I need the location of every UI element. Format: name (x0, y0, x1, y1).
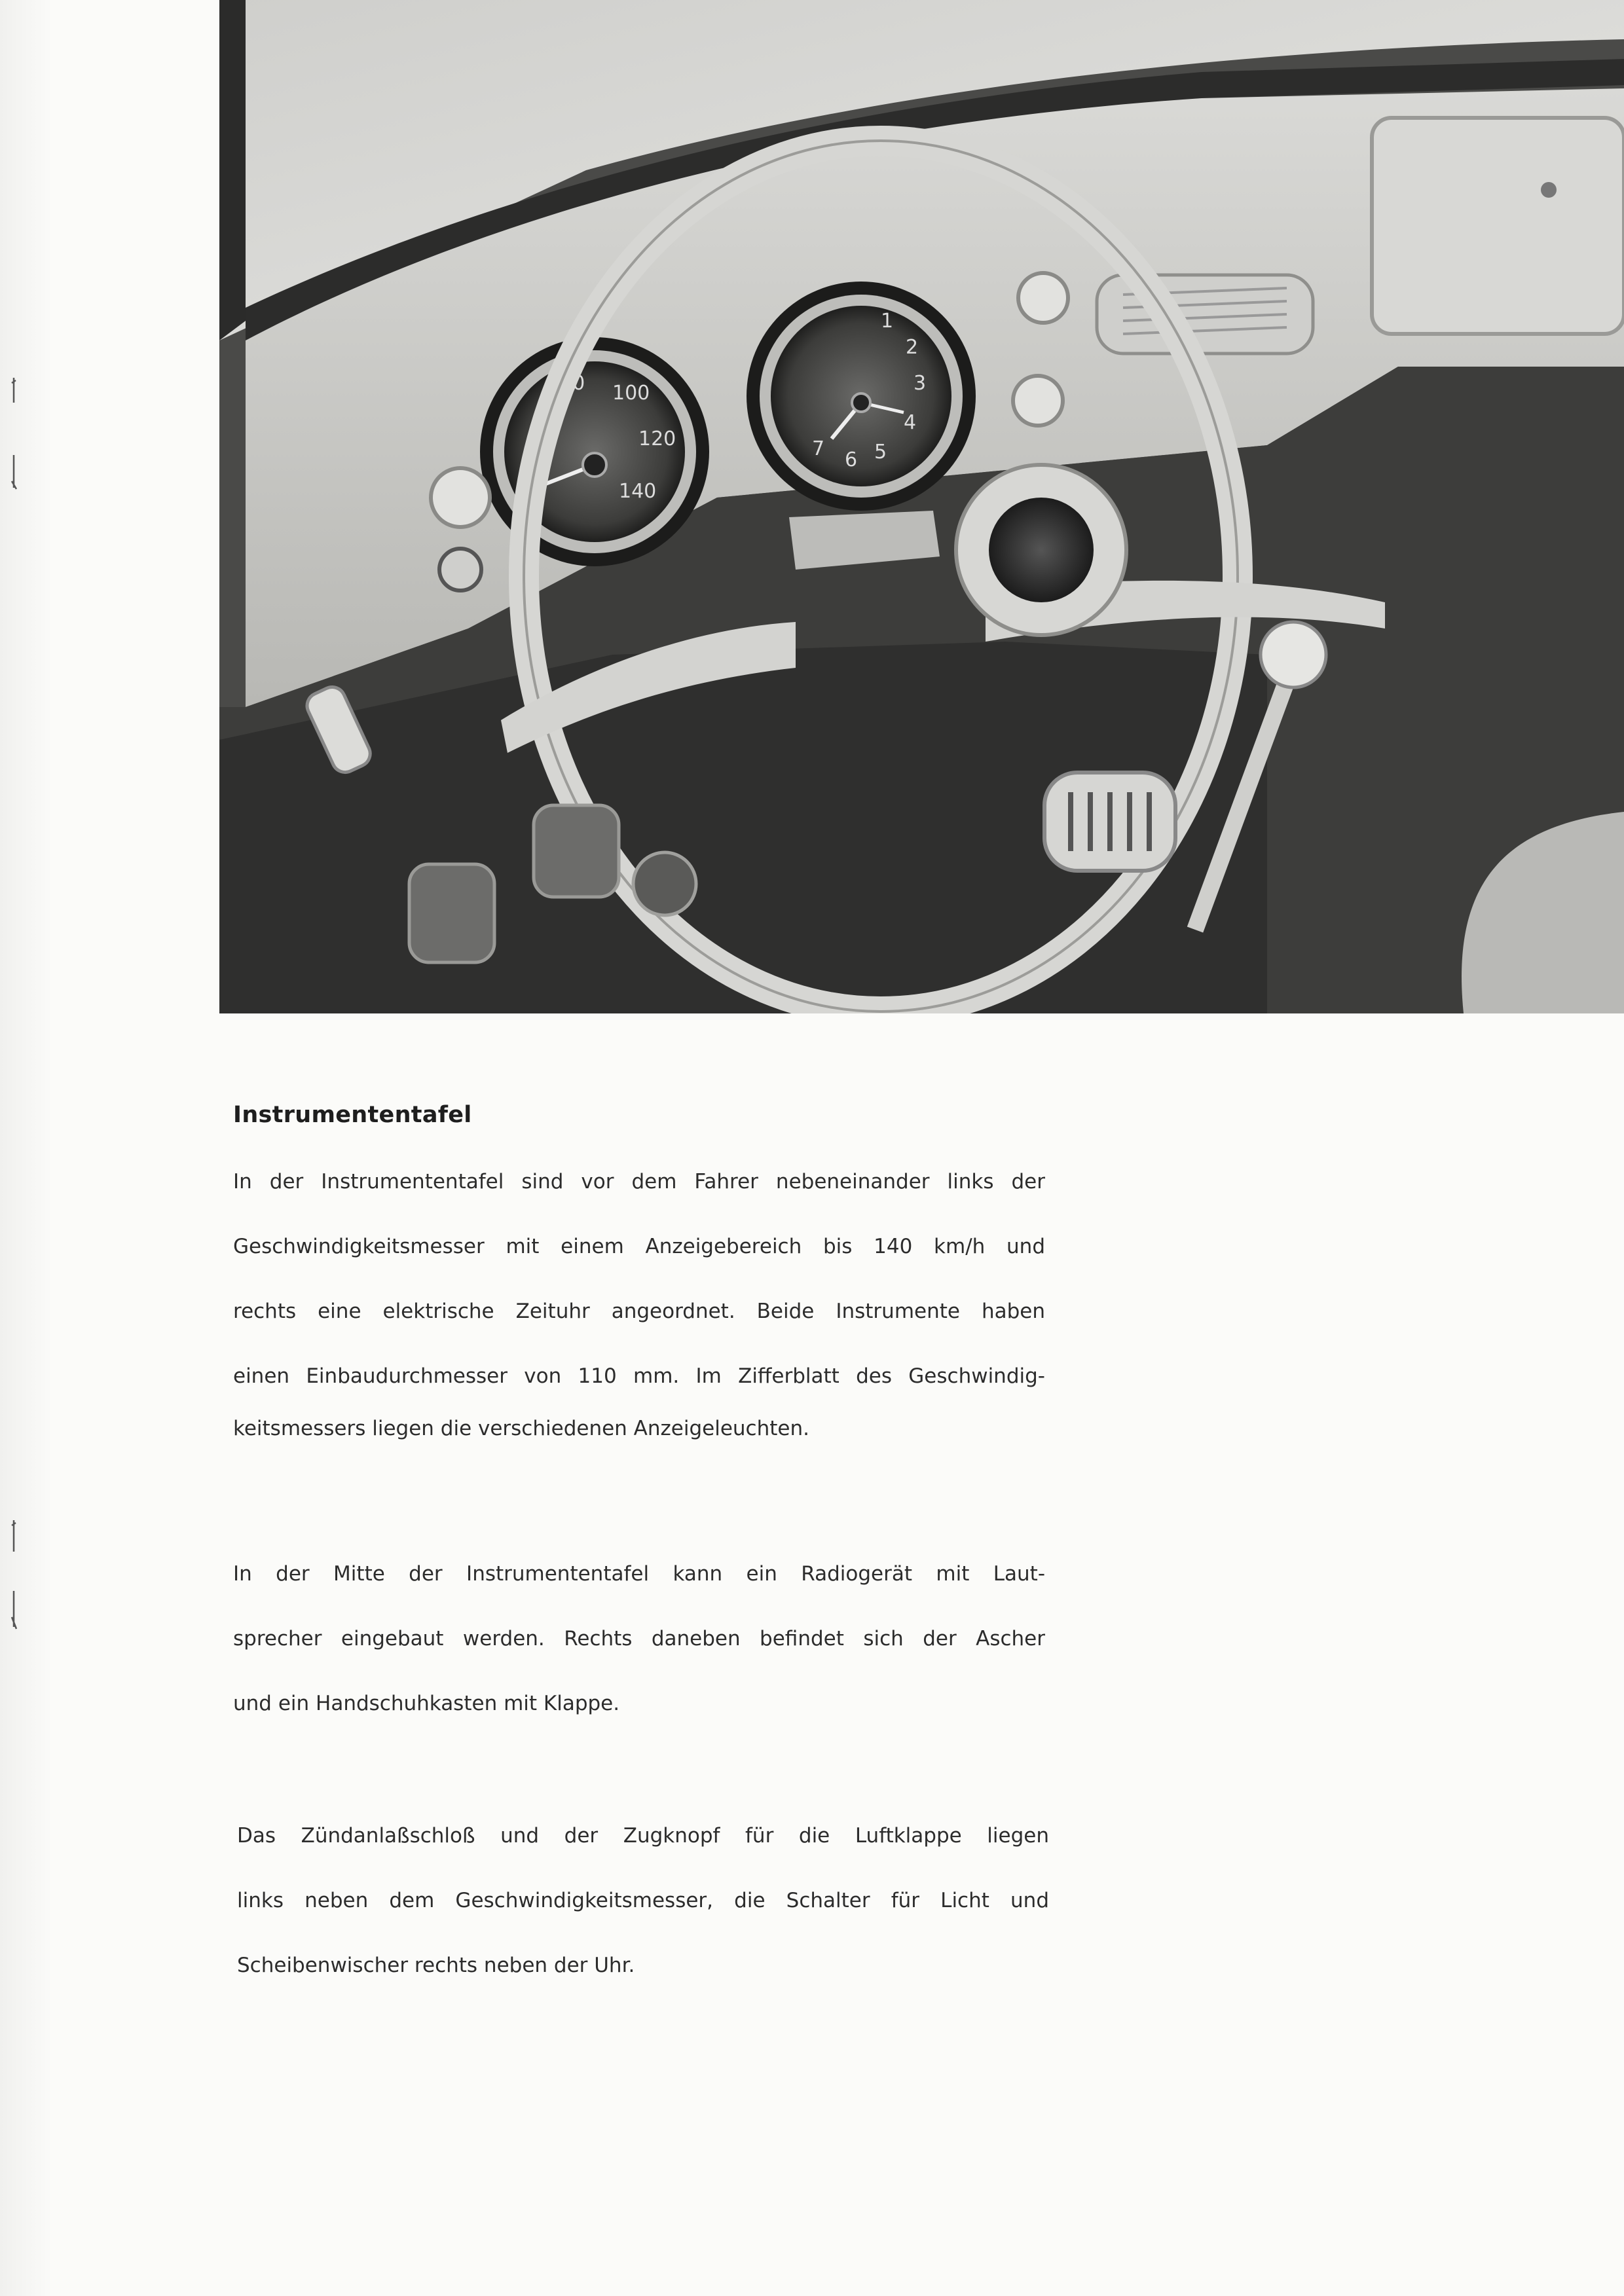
dashboard-illustration (219, 0, 1624, 1013)
paragraph-3-line-2: links neben dem Geschwindigkeitsmesser, die Schalter für Licht und (237, 1889, 1049, 1912)
clock-numeral-3: 3 (913, 372, 927, 395)
clock-numeral-2: 2 (906, 336, 919, 359)
clock-numeral-7: 7 (812, 437, 825, 460)
paragraph-1 (233, 1150, 1045, 1448)
paragraph-1-line-3: rechts eine elektrische Zeituhr angeordnet. Beide Instrumente haben (233, 1300, 1045, 1323)
page-edge (0, 0, 52, 2296)
paragraph-3 (237, 1804, 1049, 1998)
clock-numeral-4: 4 (904, 411, 917, 434)
speed-tick-100: 100 (612, 382, 650, 405)
clock-numeral-1: 1 (881, 310, 894, 333)
punch-mark-top (9, 376, 18, 494)
paragraph-2-line-3: und ein Handschuhkasten mit Klappe. (233, 1692, 620, 1715)
punch-mark-bottom (9, 1519, 18, 1637)
paragraph-2-line-1: In der Mitte der Instrumententafel kann ein Radiogerät mit Laut- (233, 1562, 1045, 1586)
paragraph-1-line-4: einen Einbaudurchmesser von 110 mm. Im Zifferblatt des Geschwindig- (233, 1364, 1045, 1388)
paragraph-1-line-1: In der Instrumententafel sind vor dem Fahrer nebeneinander links der (233, 1170, 1045, 1194)
speed-tick-80: 80 (560, 372, 585, 395)
speed-tick-120: 120 (638, 428, 676, 450)
paragraph-2 (233, 1542, 1045, 1736)
clock-numeral-5: 5 (874, 441, 887, 464)
paragraph-1-line-5: keitsmessers liegen die verschiedenen Anzeigeleuchten. (233, 1417, 809, 1440)
clock (747, 282, 976, 511)
paragraph-2-line-2: sprecher eingebaut werden. Rechts daneben befindet sich der Ascher (233, 1627, 1045, 1650)
paragraph-3-line-3: Scheibenwischer rechts neben der Uhr. (237, 1954, 635, 1977)
section-heading: Instrumententafel (233, 1102, 472, 1128)
speed-tick-140: 140 (619, 480, 657, 503)
paragraph-3-line-1: Das Zündanlaßschloß und der Zugknopf für die Luftklappe liegen (237, 1824, 1049, 1848)
dashboard-photo (219, 0, 1624, 1013)
clock-numeral-6: 6 (845, 448, 858, 471)
paragraph-1-line-2: Geschwindigkeitsmesser mit einem Anzeigebereich bis 140 km/h und (233, 1235, 1045, 1258)
